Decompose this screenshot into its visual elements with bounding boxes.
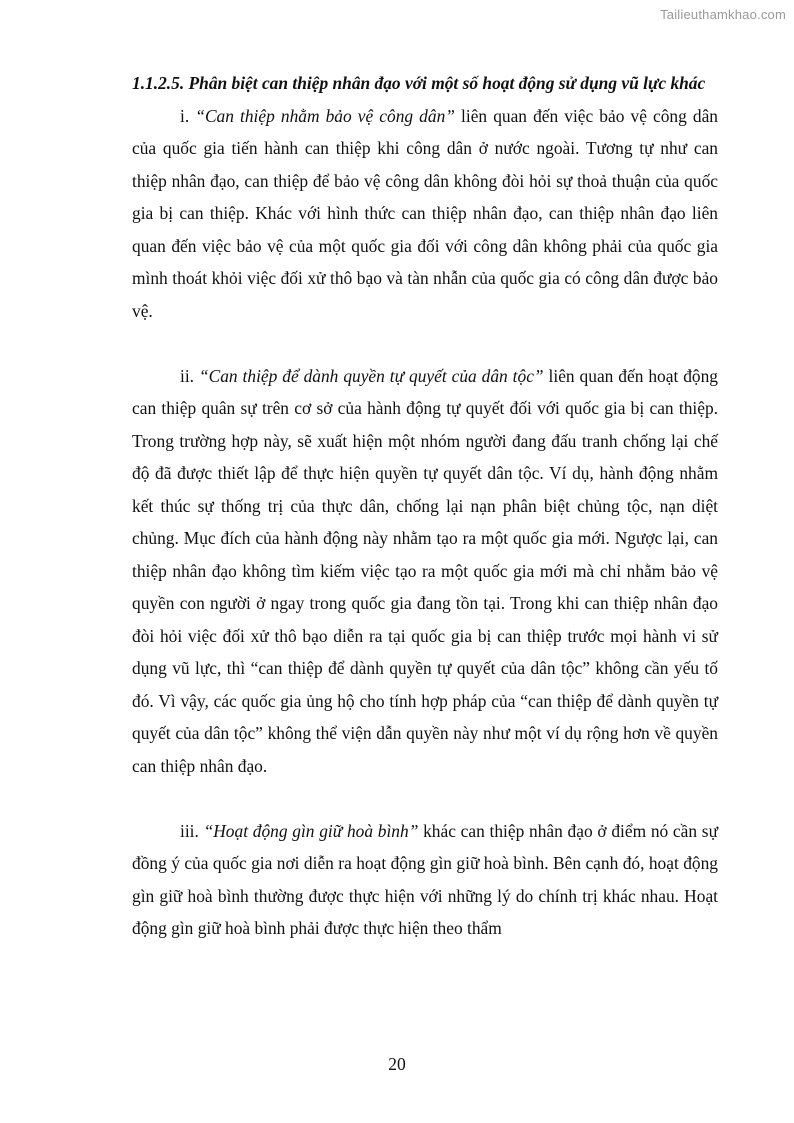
paragraph-text: khác can thiệp nhân đạo ở điểm nó cần sự đồng ý của quốc gia nơi diễn ra hoạt động gìn giữ hoà bình. Bên cạnh đó, hoạt động gìn giữ hoà bình thường được thực hiện với những lý do chính trị khác nhau. Hoạt động gìn giữ hoà bình phải được thực hiện theo thẩm [132, 820, 718, 938]
paragraph-text: liên quan đến việc bảo vệ công dân của quốc gia tiến hành can thiệp khi công dân ở nước ngoài. Tương tự như can thiệp nhân đạo, can thiệp để bảo vệ công dân không đòi hỏi sự thoả thuận của quốc gia bị can thiệp. Khác với hình thức can thiệp nhân đạo, can thiệp nhân đạo liên quan đến việc bảo vệ của một quốc gia đối với công dân không phải của quốc gia mình thoát khỏi việc đối xử thô bạo và tàn nhẫn của quốc gia có công dân được bảo vệ. [132, 105, 718, 321]
list-marker: iii. [180, 820, 199, 841]
section-heading: 1.1.2.5. Phân biệt can thiệp nhân đạo với một số hoạt động sử dụng vũ lực khác [132, 73, 706, 93]
quoted-term: “Can thiệp để dành quyền tự quyết của dân tộc” [198, 365, 544, 386]
list-marker: ii. [180, 365, 195, 386]
paragraph-citizen-protection [132, 100, 718, 328]
paragraph-peacekeeping [132, 815, 718, 945]
quoted-term: “Can thiệp nhằm bảo vệ công dân” [195, 105, 455, 126]
document-body [132, 67, 718, 945]
paragraph-text: liên quan đến hoạt động can thiệp quân sự trên cơ sở của hành động tự quyết đối với quốc gia bị can thiệp. Trong trường hợp này, sẽ xuất hiện một nhóm người đang đấu tranh chống lại chế độ đã được thiết lập để thực hiện quyền tự quyết dân tộc. Ví dụ, hành động nhằm kết thúc sự thống trị của thực dân, chống lại nạn phân biệt chủng tộc, nạn diệt chủng. Mục đích của hành động này nhằm tạo ra một quốc gia mới. Ngược lại, can thiệp nhân đạo không tìm kiếm việc tạo ra một quốc gia mới mà chỉ nhằm bảo vệ quyền con người ở ngay trong quốc gia đang tồn tại. Trong khi can thiệp nhân đạo đòi hỏi việc đối xử thô bạo diễn ra tại quốc gia bị can thiệp trước mọi hành vi sử dụng vũ lực, thì “can thiệp để dành quyền tự quyết của dân tộc” không cần yếu tố đó. Vì vậy, các quốc gia ủng hộ cho tính hợp pháp của “can thiệp để dành quyền tự quyết của dân tộc” không thể viện dẫn quyền này như một ví dụ rộng hơn về quyền can thiệp nhân đạo. [132, 365, 718, 776]
list-marker: i. [180, 105, 190, 126]
paragraph-self-determination [132, 360, 718, 783]
watermark: Tailieuthamkhao.com [660, 7, 786, 22]
page-number: 20 [388, 1054, 406, 1074]
quoted-term: “Hoạt động gìn giữ hoà bình” [203, 820, 419, 841]
